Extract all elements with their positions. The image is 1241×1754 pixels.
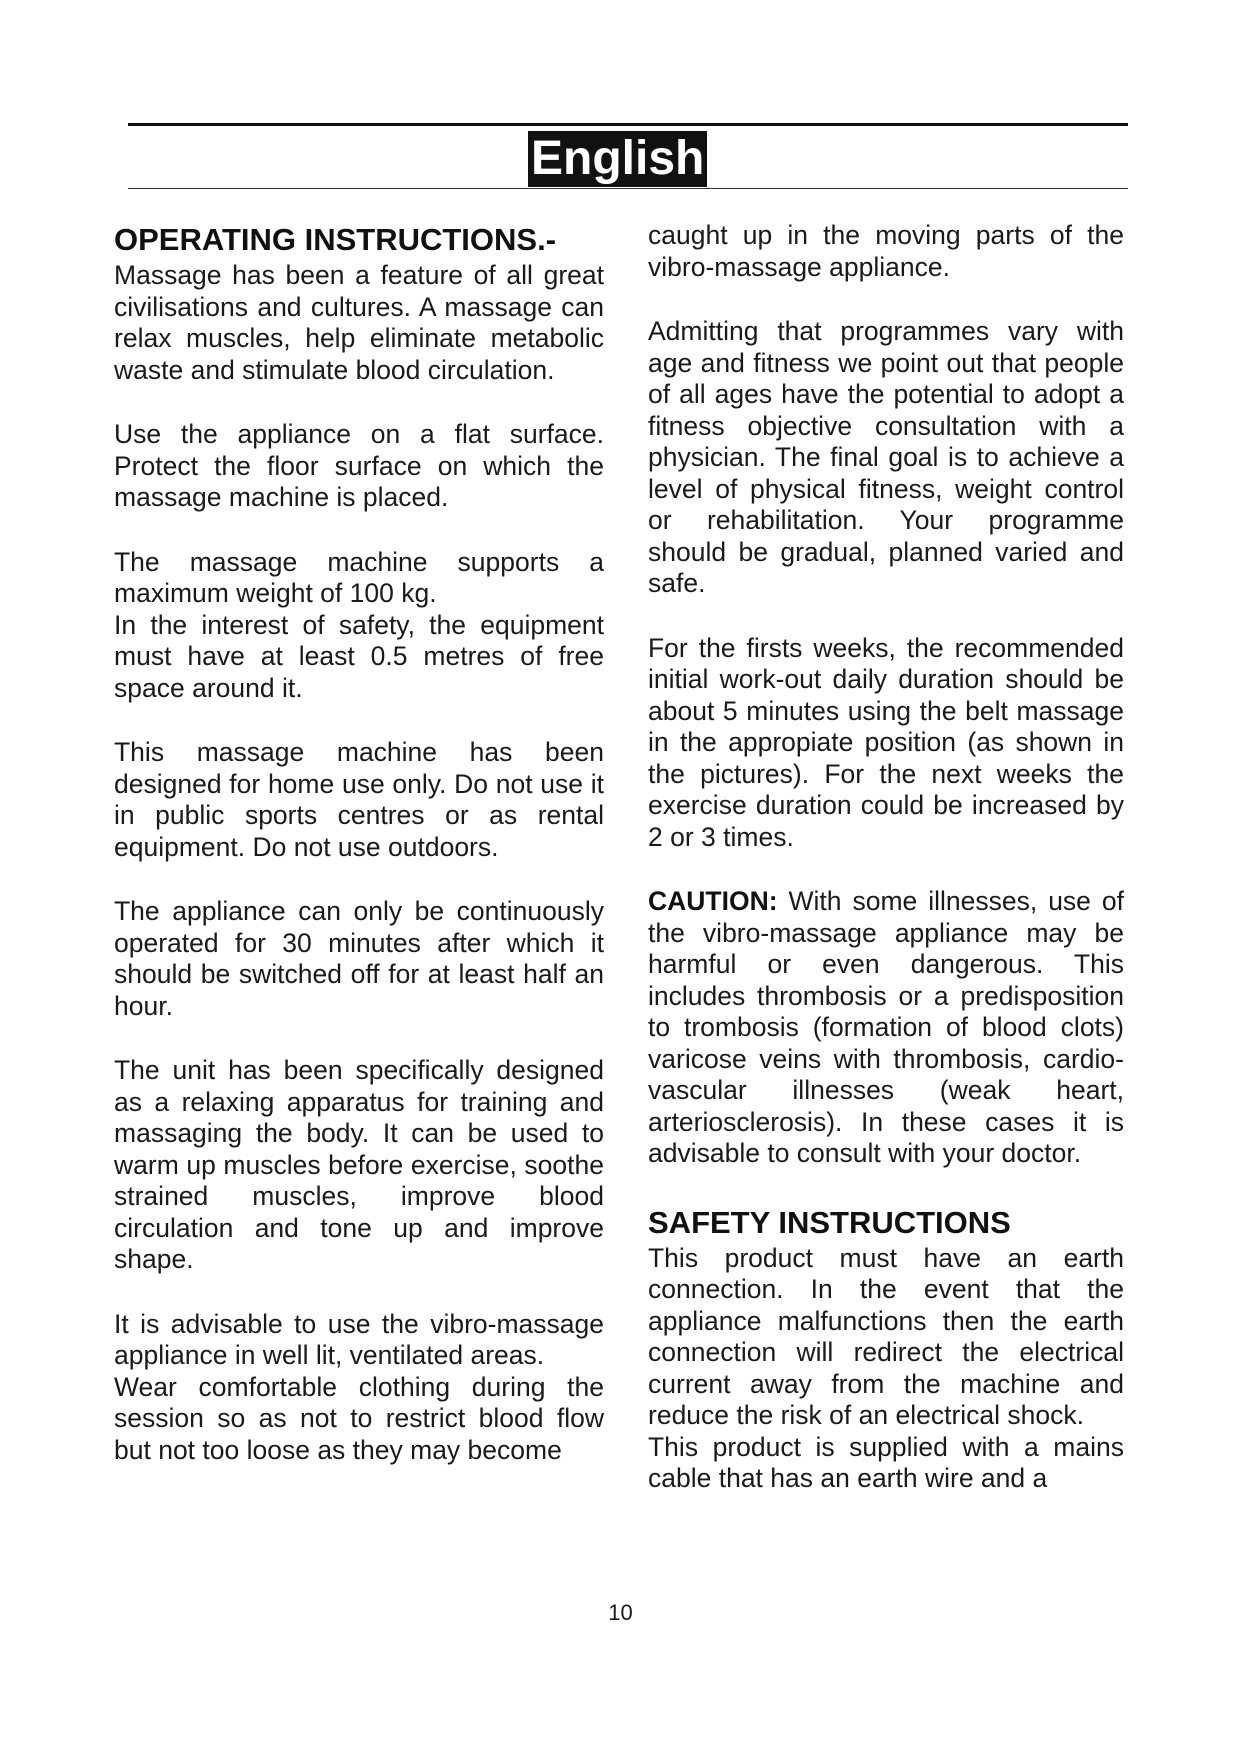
page-number: 10 bbox=[608, 1600, 633, 1625]
header-rule-top bbox=[128, 123, 1128, 126]
paragraph-programmes: Admitting that programmes vary with age and fitness we point out that people of all ages have the potential to adopt a fitness objective consultation with a physician. The final goal is to achieve a level of physical fitness, weight control or rehabilitation. Your programme should be gradual, planned varied and safe. bbox=[648, 316, 1124, 598]
paragraph-free-space: In the interest of safety, the equipment must have at least 0.5 metres of free space around it. bbox=[114, 609, 604, 703]
safety-instructions-title: SAFETY INSTRUCTIONS bbox=[648, 1204, 1011, 1240]
caution-text: With some illnesses, use of the vibro-massage appliance may be harmful or even dangerous. This includes thrombosis or a predisposition to trombosis (formation of blood clots) varicose veins with thrombosis, cardio-vascular illnesses (weak heart, arteriosclerosis). In these cases it is advisable to consult with your doctor. bbox=[648, 886, 1124, 1168]
paragraph-clothing: Wear comfortable clothing during the session so as not to restrict blood flow but not too loose as they may become bbox=[114, 1371, 604, 1465]
paragraph-earth-connection: This product must have an earth connection. In the event that the appliance malfunctions then the earth connection will redirect the electrical current away from the machine and reduce the risk of an electrical shock. bbox=[648, 1242, 1124, 1430]
header-rule-bottom bbox=[128, 188, 1128, 189]
paragraph-ventilated-areas: It is advisable to use the vibro-massage appliance in well lit, ventilated areas. bbox=[114, 1308, 604, 1370]
paragraph-max-weight: The massage machine supports a maximum weight of 100 kg. bbox=[114, 546, 604, 608]
paragraph-moving-parts: caught up in the moving parts of the vibro-massage appliance. bbox=[648, 220, 1124, 282]
paragraph-flat-surface: Use the appliance on a flat surface. Protect the floor surface on which the massage machine is placed. bbox=[114, 419, 604, 512]
paragraph-caution bbox=[648, 886, 1124, 1170]
paragraph-mains-cable: This product is supplied with a mains cable that has an earth wire and a bbox=[648, 1431, 1124, 1493]
paragraph-home-use: This massage machine has been designed for home use only. Do not use it in public sports centres or as rental equipment. Do not use outdoors. bbox=[114, 737, 604, 862]
language-label: English bbox=[528, 131, 707, 187]
left-column bbox=[114, 220, 604, 1466]
paragraph-unit-purpose: The unit has been specifically designed as a relaxing apparatus for training and massaging the body. It can be used to warm up muscles before exercise, soothe strained muscles, improve blood circulation and tone up and improve shape. bbox=[114, 1055, 604, 1274]
paragraph-workout-duration: For the firsts weeks, the recommended initial work-out daily duration should be about 5 minutes using the belt massage in the appropiate position (as shown in the pictures). For the next weeks the exercise duration could be increased by 2 or 3 times. bbox=[648, 632, 1124, 852]
operating-instructions-title: OPERATING INSTRUCTIONS.- bbox=[114, 222, 557, 257]
right-column bbox=[648, 220, 1124, 1495]
paragraph-massage-intro: Massage has been a feature of all great civilisations and cultures. A massage can relax muscles, help eliminate metabolic waste and stimulate blood circulation. bbox=[114, 260, 604, 385]
paragraph-operating-time: The appliance can only be continuously operated for 30 minutes after which it should be switched off for at least half an hour. bbox=[114, 896, 604, 1021]
caution-label: CAUTION: bbox=[648, 886, 778, 916]
